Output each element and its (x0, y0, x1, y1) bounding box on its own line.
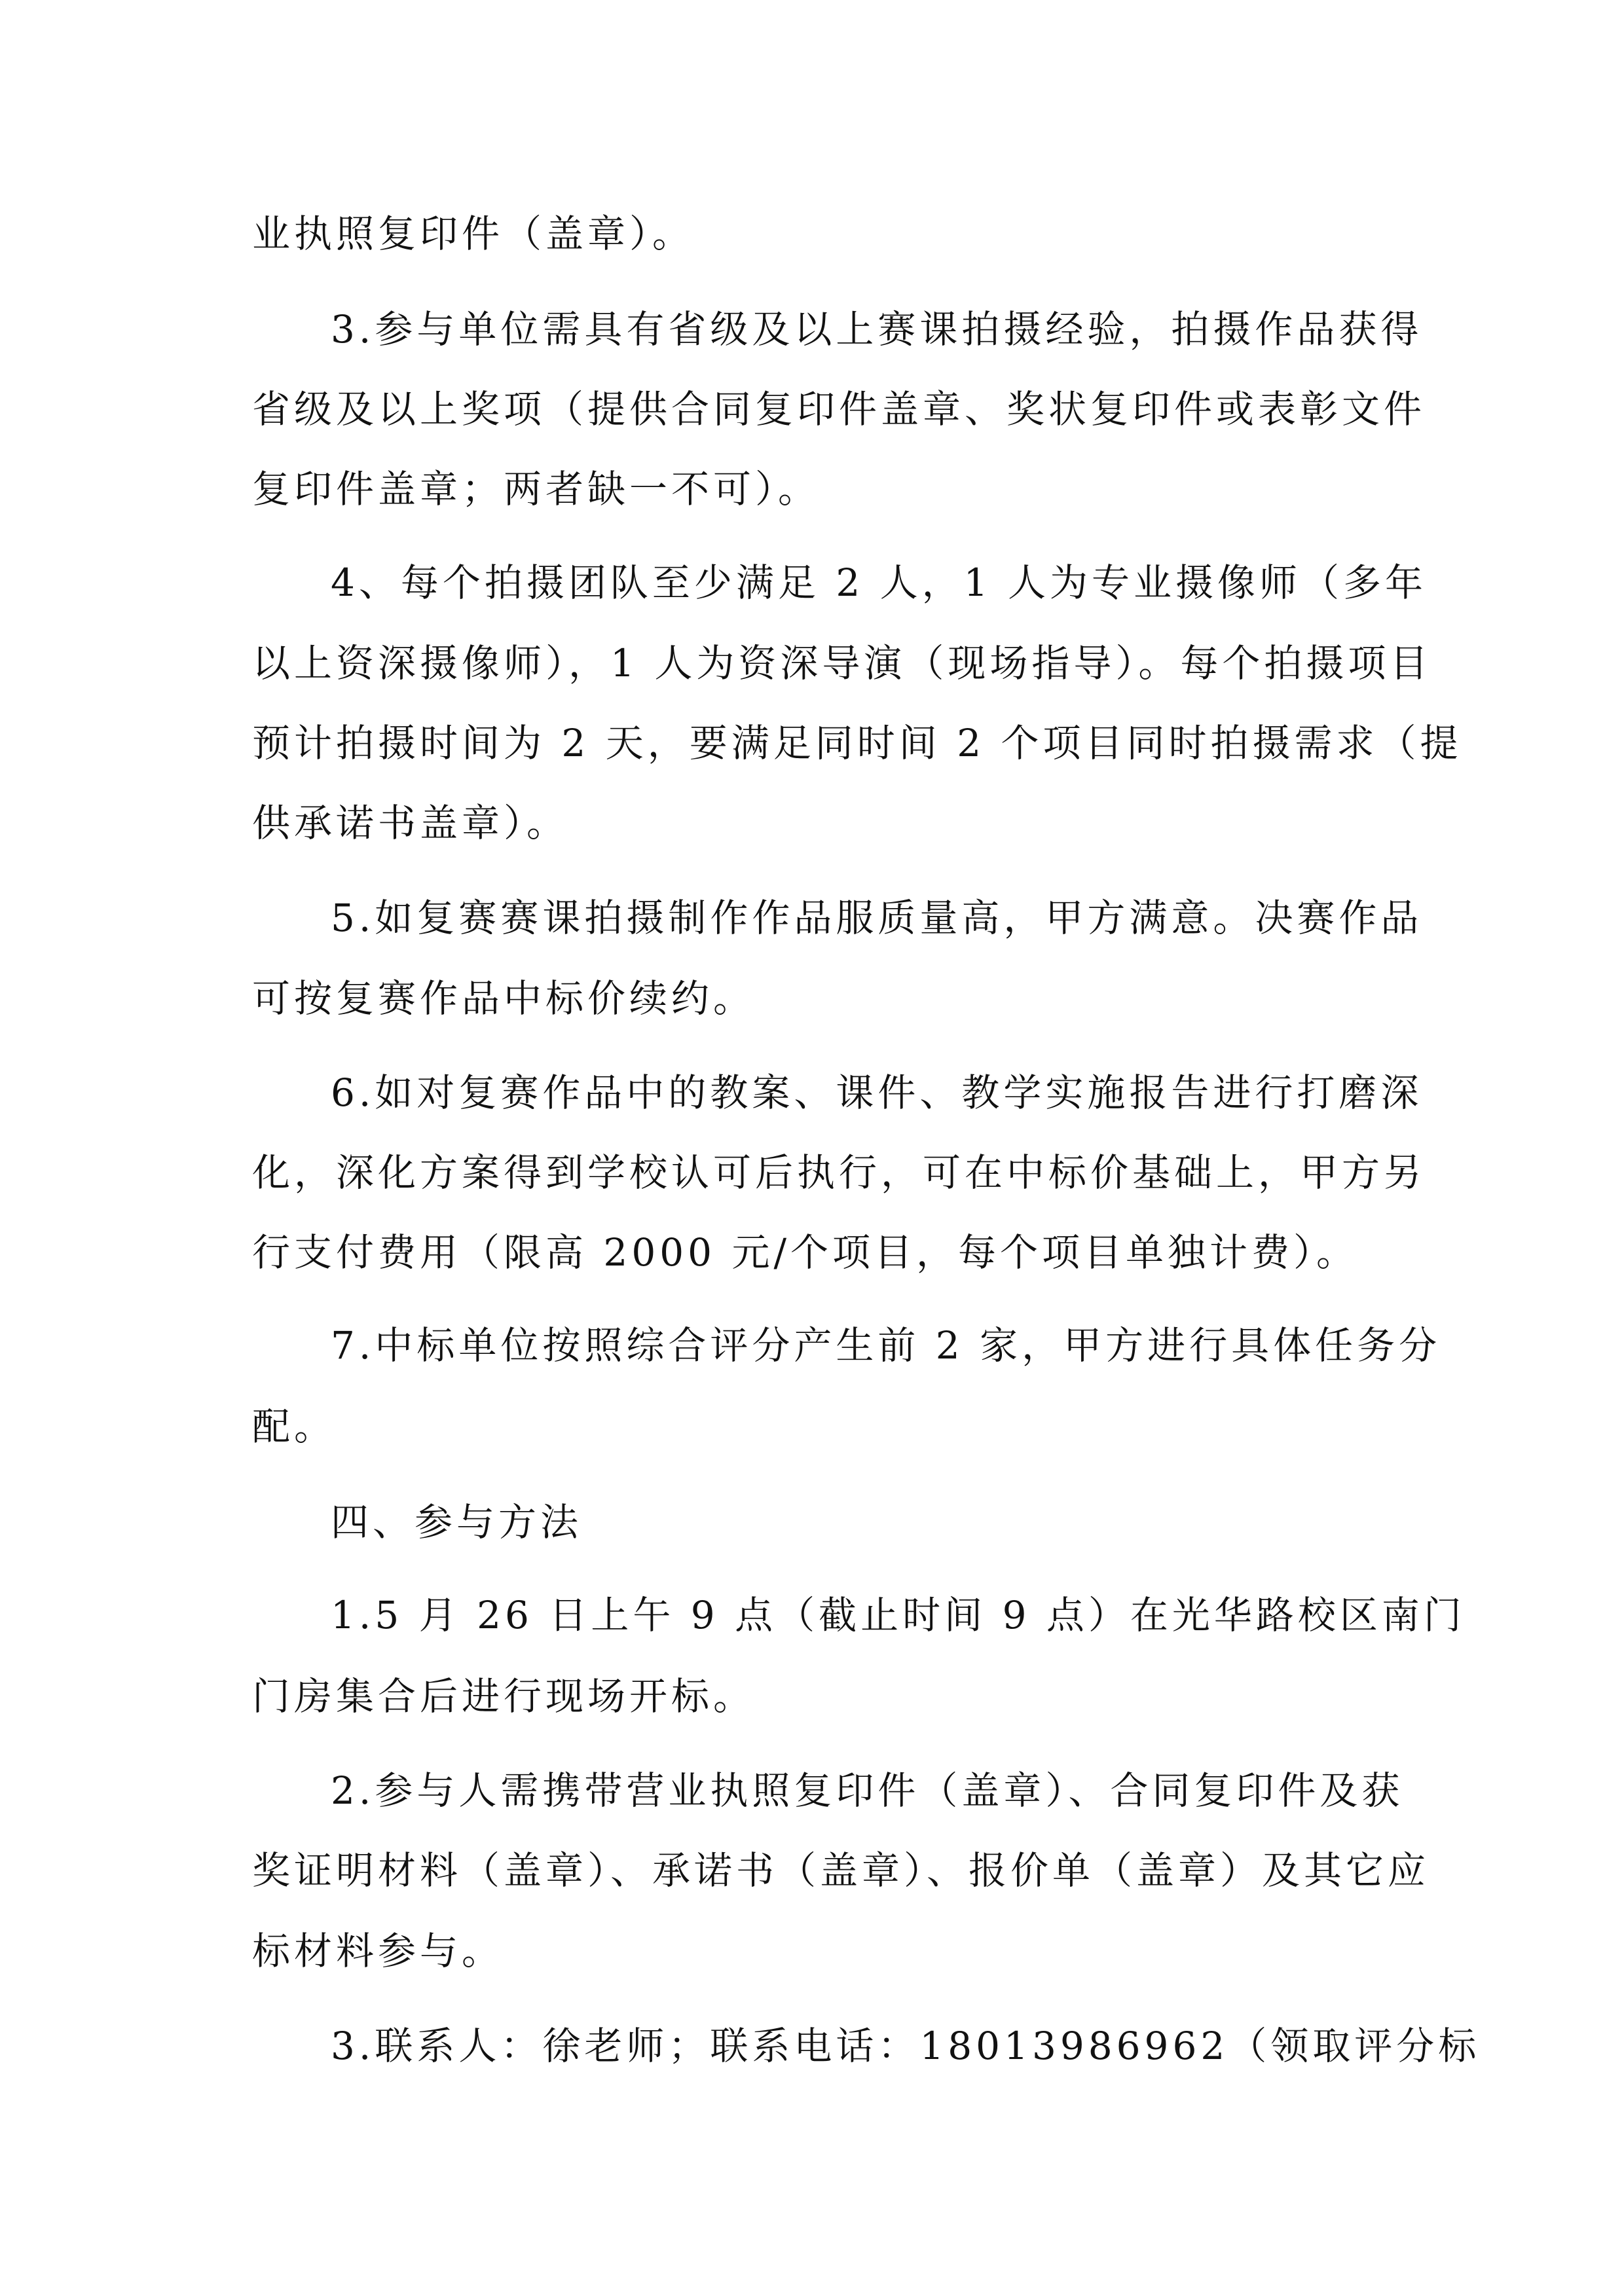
text-line: 供承诺书盖章）。 (252, 801, 569, 845)
text-line: 标材料参与。 (252, 1929, 504, 1973)
text-line: 以上资深摄像师），1 人为资深导演（现场指导）。每个拍摄项目 (252, 641, 1432, 685)
section-heading: 四、参与方法 (331, 1500, 583, 1544)
text-line: 3.参与单位需具有省级及以上赛课拍摄经验，拍摄作品获得 (331, 307, 1423, 352)
text-line: 6.如对复赛作品中的教案、课件、教学实施报告进行打磨深 (331, 1070, 1423, 1115)
text-line: 配。 (252, 1404, 337, 1449)
text-line: 业执照复印件（盖章）。 (252, 211, 695, 256)
text-line: 7.中标单位按照综合评分产生前 2 家，甲方进行具体任务分 (331, 1323, 1441, 1368)
text-line: 行支付费用（限高 2000 元/个项目，每个项目单独计费）。 (252, 1230, 1359, 1275)
text-line: 预计拍摄时间为 2 天，要满足同时间 2 个项目同时拍摄需求（提 (252, 721, 1462, 765)
text-line: 4、每个拍摄团队至少满足 2 人，1 人为专业摄像师（多年 (331, 560, 1428, 605)
text-line: 3.联系人：徐老师；联系电话：18013986962（领取评分标 (331, 2024, 1481, 2068)
text-line: 2.参与人需携带营业执照复印件（盖章）、合同复印件及获 (331, 1768, 1404, 1813)
text-line: 可按复赛作品中标价续约。 (252, 976, 756, 1021)
text-line: 复印件盖章；两者缺一不可）。 (252, 467, 821, 511)
text-line: 奖证明材料（盖章）、承诺书（盖章）、报价单（盖章）及其它应 (252, 1848, 1430, 1893)
text-line: 化，深化方案得到学校认可后执行，可在中标价基础上，甲方另 (252, 1150, 1426, 1195)
text-line: 门房集合后进行现场开标。 (252, 1674, 756, 1719)
text-line: 1.5 月 26 日上午 9 点（截止时间 9 点）在光华路校区南门 (331, 1593, 1466, 1637)
text-line: 5.如复赛赛课拍摄制作作品服质量高，甲方满意。决赛作品 (331, 896, 1423, 940)
text-line: 省级及以上奖项（提供合同复印件盖章、奖状复印件或表彰文件 (252, 387, 1426, 431)
